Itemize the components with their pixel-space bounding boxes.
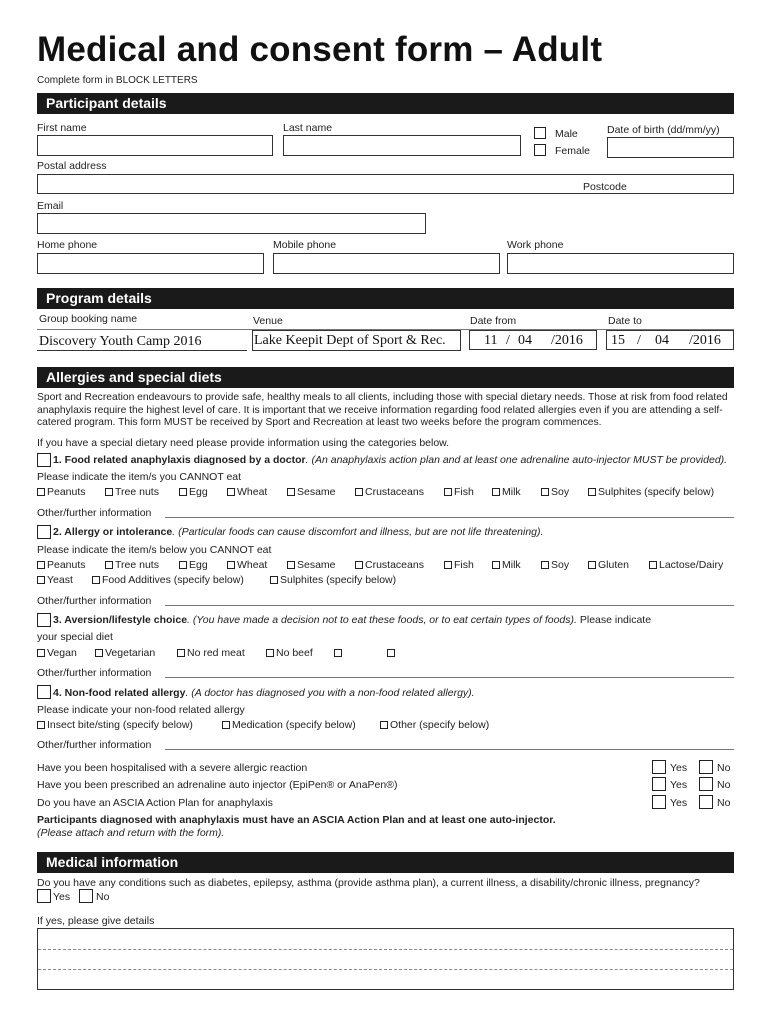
dob-field[interactable] — [607, 137, 734, 158]
checkbox-icon — [287, 488, 295, 496]
postcode-label: Postcode — [583, 181, 627, 193]
option-label: Sulphites (specify below) — [598, 486, 715, 498]
checkbox-icon — [37, 721, 45, 729]
date-from-day: 11 — [484, 333, 498, 348]
checkbox-icon — [179, 561, 187, 569]
venue-label: Venue — [253, 315, 283, 327]
s2-option-food-additives[interactable] — [92, 574, 244, 586]
first-name-field[interactable] — [37, 135, 273, 156]
non-food-heading — [53, 687, 475, 699]
option-label: Lactose/Dairy — [659, 559, 724, 571]
checkbox-icon — [37, 649, 45, 657]
ascia-no-checkbox[interactable] — [699, 795, 713, 809]
option-label: Crustaceans — [365, 559, 424, 571]
anaphylaxis-indicate: Please indicate the item/s you CANNOT eat — [37, 471, 242, 483]
section-header-participant: Participant details — [37, 93, 734, 114]
s4-option-medication[interactable] — [222, 719, 356, 731]
dob-label: Date of birth (dd/mm/yy) — [607, 124, 720, 136]
s3-option-blank-1[interactable] — [334, 647, 344, 659]
no-label: No — [717, 762, 731, 774]
venue-value: Lake Keepit Dept of Sport & Rec. — [254, 333, 446, 348]
checkbox-icon — [105, 488, 113, 496]
option-label: Insect bite/sting (specify below) — [47, 719, 193, 731]
anaphylaxis-title: 1. Food related anaphylaxis diagnosed by a doctor — [53, 454, 306, 466]
checkbox-icon — [355, 561, 363, 569]
s2-option-soy[interactable] — [541, 559, 569, 571]
no-label: No — [717, 779, 731, 791]
first-name-label: First name — [37, 122, 87, 134]
checkbox-icon — [270, 576, 278, 584]
date-from-month: 04 — [518, 333, 532, 348]
s2-option-tree-nuts[interactable] — [105, 559, 159, 571]
s3-other-label: Other/further information — [37, 667, 152, 679]
option-label: Fish — [454, 559, 474, 571]
s3-option-no-beef[interactable] — [266, 647, 313, 659]
s4-other-label: Other/further information — [37, 739, 152, 751]
section-header-medical: Medical information — [37, 852, 734, 873]
postal-address-field[interactable] — [37, 174, 734, 194]
last-name-field[interactable] — [283, 135, 521, 156]
allergies-intro: Sport and Recreation endeavours to provide safe, healthy meals to all clients, including those with special dietary needs. Those at risk from food related anaphylaxis require the highest level of care. It is important that we receive information regarding food related allergies even if you are attending a self-catered program. This form MUST be received by Sport and Recreation at least two weeks before the program commences. — [37, 392, 728, 428]
non-food-title: 4. Non-food related allergy — [53, 687, 186, 699]
option-label: Sulphites (specify below) — [280, 574, 397, 586]
s3-option-vegetarian[interactable] — [95, 647, 155, 659]
non-food-note: . (A doctor has diagnosed you with a non-food related allergy). — [185, 687, 475, 699]
option-label: Wheat — [237, 486, 268, 498]
aversion-checkbox[interactable] — [37, 613, 51, 627]
option-label: No beef — [276, 647, 313, 659]
checkbox-icon — [222, 721, 230, 729]
question-ascia: Do you have an ASCIA Action Plan for anaphylaxis — [37, 797, 273, 809]
s1-option-tree-nuts[interactable] — [105, 486, 159, 498]
epipen-no-checkbox[interactable] — [699, 777, 713, 791]
s1-option-fish[interactable] — [444, 486, 474, 498]
yes-label: Yes — [670, 797, 688, 809]
home-phone-field[interactable] — [37, 253, 264, 274]
option-label: Soy — [551, 486, 570, 498]
yes-label: Yes — [670, 762, 688, 774]
s2-other-label: Other/further information — [37, 595, 152, 607]
hospitalised-yes-checkbox[interactable] — [652, 760, 666, 774]
option-label: Medication (specify below) — [232, 719, 356, 731]
option-label: Yeast — [47, 574, 73, 586]
s1-option-soy[interactable] — [541, 486, 569, 498]
s2-option-fish[interactable] — [444, 559, 474, 571]
option-label: Sesame — [297, 559, 336, 571]
s2-option-wheat[interactable] — [227, 559, 267, 571]
option-label: Soy — [551, 559, 570, 571]
aversion-note: . (You have made a decision not to eat these foods, or to eat certain types of foods). — [187, 614, 577, 626]
option-label: Peanuts — [47, 559, 86, 571]
checkbox-icon — [105, 561, 113, 569]
date-from-sep: / — [506, 333, 510, 348]
checkbox-icon — [37, 576, 45, 584]
checkbox-icon — [387, 649, 395, 657]
intolerance-title: 2. Allergy or intolerance — [53, 526, 173, 538]
mobile-phone-label: Mobile phone — [273, 239, 337, 251]
s2-option-peanuts[interactable] — [37, 559, 86, 571]
s2-option-crustaceans[interactable] — [355, 559, 424, 571]
checkbox-icon — [541, 561, 549, 569]
aversion-title: 3. Aversion/lifestyle choice — [53, 614, 188, 626]
option-label: Crustaceans — [365, 486, 424, 498]
anaphylaxis-heading — [53, 454, 727, 466]
male-label: Male — [555, 128, 578, 140]
last-name-label: Last name — [283, 122, 333, 134]
date-to-month: 04 — [655, 333, 669, 348]
s2-option-gluten[interactable] — [588, 559, 629, 571]
s4-option-insect[interactable] — [37, 719, 193, 731]
s4-other-field[interactable] — [165, 749, 734, 750]
group-booking-value: Discovery Youth Camp 2016 — [39, 334, 202, 349]
yes-label: Yes — [670, 779, 688, 791]
option-label: No red meat — [187, 647, 245, 659]
checkbox-icon — [266, 649, 274, 657]
home-phone-label: Home phone — [37, 239, 98, 251]
s1-other-label: Other/further information — [37, 507, 152, 519]
aversion-tail: Please indicate — [576, 614, 652, 626]
aversion-heading — [53, 614, 651, 626]
female-checkbox[interactable] — [534, 144, 546, 156]
checkbox-icon — [287, 561, 295, 569]
option-label: Other (specify below) — [390, 719, 490, 731]
date-to-year: /2016 — [689, 333, 721, 348]
ascia-yes-checkbox[interactable] — [652, 795, 666, 809]
checkbox-icon — [92, 576, 100, 584]
non-food-indicate: Please indicate your non-food related allergy — [37, 704, 245, 716]
email-label: Email — [37, 200, 64, 212]
details-label: If yes, please give details — [37, 915, 155, 927]
medical-question: Do you have any conditions such as diabetes, epilepsy, asthma (provide asthma plan), a current illness, a disability/chronic illness, pregnancy? — [37, 877, 700, 889]
option-label: Fish — [454, 486, 474, 498]
option-label: Sesame — [297, 486, 336, 498]
checkbox-icon — [37, 488, 45, 496]
option-label: Wheat — [237, 559, 268, 571]
s2-option-egg[interactable] — [179, 559, 208, 571]
female-label: Female — [555, 145, 591, 157]
checkbox-icon — [541, 488, 549, 496]
checkbox-icon — [444, 561, 452, 569]
s3-option-vegan[interactable] — [37, 647, 77, 659]
yes-label: Yes — [53, 891, 71, 903]
checkbox-icon — [444, 488, 452, 496]
option-label: Tree nuts — [115, 486, 159, 498]
checkbox-icon — [588, 488, 596, 496]
mobile-phone-field[interactable] — [273, 253, 500, 274]
ascia-note-2: (Please attach and return with the form). — [37, 827, 225, 839]
date-from-label: Date from — [470, 315, 517, 327]
section-header-program: Program details — [37, 288, 734, 309]
intolerance-note: . (Particular foods can cause discomfort and illness, but are not life threatening). — [172, 526, 544, 538]
hospitalised-no-checkbox[interactable] — [699, 760, 713, 774]
details-guide-line — [38, 949, 733, 950]
s1-option-milk[interactable] — [492, 486, 521, 498]
date-to-sep: / — [637, 333, 641, 348]
option-label: Food Additives (specify below) — [102, 574, 244, 586]
option-label: Milk — [502, 559, 521, 571]
s4-option-other[interactable] — [380, 719, 489, 731]
s3-other-field[interactable] — [165, 677, 734, 678]
s1-option-sulphites[interactable] — [588, 486, 714, 498]
no-label: No — [717, 797, 731, 809]
medical-yes-checkbox[interactable] — [37, 889, 51, 903]
date-from-year: /2016 — [551, 333, 583, 348]
work-phone-label: Work phone — [507, 239, 564, 251]
option-label: Gluten — [598, 559, 629, 571]
checkbox-icon — [37, 561, 45, 569]
intolerance-checkbox[interactable] — [37, 525, 51, 539]
checkbox-icon — [492, 488, 500, 496]
no-label: No — [96, 891, 110, 903]
s2-option-sulphites[interactable] — [270, 574, 396, 586]
special-need-text: If you have a special dietary need please provide information using the categories below. — [37, 437, 450, 449]
s2-option-lactose[interactable] — [649, 559, 723, 571]
question-epipen: Have you been prescribed an adrenaline auto injector (EpiPen® or AnaPen®) — [37, 779, 398, 791]
s3-option-no-red-meat[interactable] — [177, 647, 245, 659]
option-label: Milk — [502, 486, 521, 498]
checkbox-icon — [227, 561, 235, 569]
checkbox-icon — [649, 561, 657, 569]
s2-other-field[interactable] — [165, 605, 734, 606]
option-label: Vegetarian — [105, 647, 156, 659]
section-header-allergies: Allergies and special diets — [37, 367, 734, 388]
s2-option-milk[interactable] — [492, 559, 521, 571]
intolerance-indicate: Please indicate the item/s below you CANNOT eat — [37, 544, 272, 556]
s2-option-yeast[interactable] — [37, 574, 73, 586]
form-instructions: Complete form in BLOCK LETTERS — [37, 75, 198, 86]
option-label: Egg — [189, 486, 208, 498]
checkbox-icon — [380, 721, 388, 729]
option-label: Egg — [189, 559, 208, 571]
epipen-yes-checkbox[interactable] — [652, 777, 666, 791]
s1-option-peanuts[interactable] — [37, 486, 86, 498]
checkbox-icon — [588, 561, 596, 569]
checkbox-icon — [95, 649, 103, 657]
checkbox-icon — [334, 649, 342, 657]
date-to-day: 15 — [611, 333, 625, 348]
s1-option-crustaceans[interactable] — [355, 486, 424, 498]
anaphylaxis-note: . (An anaphylaxis action plan and at least one adrenaline auto-injector MUST be provided). — [305, 454, 728, 466]
medical-no-checkbox[interactable] — [79, 889, 93, 903]
checkbox-icon — [227, 488, 235, 496]
s3-option-blank-2[interactable] — [387, 647, 397, 659]
question-hospitalised: Have you been hospitalised with a severe allergic reaction — [37, 762, 308, 774]
male-checkbox[interactable] — [534, 127, 546, 139]
non-food-checkbox[interactable] — [37, 685, 51, 699]
option-label: Vegan — [47, 647, 77, 659]
s1-option-egg[interactable] — [179, 486, 208, 498]
anaphylaxis-checkbox[interactable] — [37, 453, 51, 467]
date-to-label: Date to — [608, 315, 642, 327]
ascia-note: Participants diagnosed with anaphylaxis must have an ASCIA Action Plan and at least one auto-injector. — [37, 814, 556, 826]
intolerance-heading — [53, 526, 543, 538]
postal-address-label: Postal address — [37, 160, 107, 172]
form-title: Medical and consent form – Adult — [37, 30, 603, 69]
group-booking-label: Group booking name — [39, 313, 138, 325]
option-label: Peanuts — [47, 486, 86, 498]
s2-option-sesame[interactable] — [287, 559, 336, 571]
checkbox-icon — [492, 561, 500, 569]
details-guide-line — [38, 969, 733, 970]
checkbox-icon — [177, 649, 185, 657]
s1-option-wheat[interactable] — [227, 486, 267, 498]
work-phone-field[interactable] — [507, 253, 734, 274]
email-field[interactable] — [37, 213, 426, 234]
aversion-line2: your special diet — [37, 631, 113, 643]
checkbox-icon — [179, 488, 187, 496]
s1-option-sesame[interactable] — [287, 486, 336, 498]
medical-details-field[interactable] — [37, 928, 734, 990]
checkbox-icon — [355, 488, 363, 496]
option-label: Tree nuts — [115, 559, 159, 571]
s1-other-field[interactable] — [165, 517, 734, 518]
